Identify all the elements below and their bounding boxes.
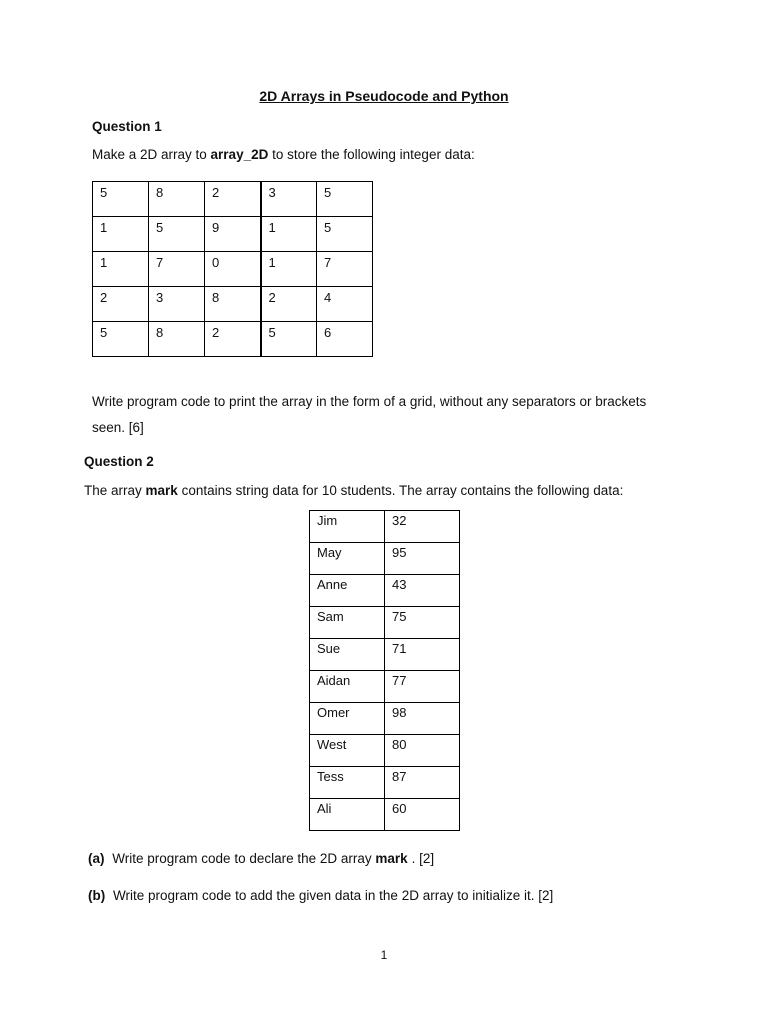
table-cell: 75 <box>385 607 460 639</box>
table-row <box>93 252 373 287</box>
table-row <box>310 703 460 735</box>
table-row <box>93 287 373 322</box>
table-cell: 7 <box>149 252 205 287</box>
table-row <box>93 217 373 252</box>
table-cell: Sam <box>310 607 385 639</box>
part-b-text: Write program code to add the given data in the 2D array to initialize it. [2] <box>113 888 554 903</box>
table-cell: 1 <box>261 252 317 287</box>
table-cell: Jim <box>310 511 385 543</box>
question-2-mark-table <box>309 510 460 831</box>
document-title: 2D Arrays in Pseudocode and Python <box>259 88 509 104</box>
table-cell: Tess <box>310 767 385 799</box>
table-cell: 1 <box>93 217 149 252</box>
question-2-heading: Question 2 <box>84 454 154 469</box>
table-cell: 71 <box>385 639 460 671</box>
table-cell: 5 <box>261 322 317 357</box>
table-cell: 98 <box>385 703 460 735</box>
table-cell: May <box>310 543 385 575</box>
table-cell: 5 <box>93 182 149 217</box>
table-cell: 2 <box>205 182 261 217</box>
question-1-intro: Make a 2D array to array_2D to store the following integer data: <box>92 147 475 162</box>
table-cell: 43 <box>385 575 460 607</box>
table-row <box>310 543 460 575</box>
question-2-part-b <box>88 888 553 903</box>
table-cell: 7 <box>317 252 373 287</box>
part-b-label: (b) <box>88 888 106 903</box>
table-cell: 5 <box>317 217 373 252</box>
table-cell: 2 <box>261 287 317 322</box>
table-row <box>310 735 460 767</box>
table-cell: 87 <box>385 767 460 799</box>
table-row <box>310 639 460 671</box>
table-row <box>310 575 460 607</box>
table-cell: 4 <box>317 287 373 322</box>
table-row <box>310 799 460 831</box>
part-a-label: (a) <box>88 851 105 866</box>
table-cell: Sue <box>310 639 385 671</box>
table-row <box>93 182 373 217</box>
question-2-part-a: (a) Write program code to declare the 2D array mark . [2] <box>88 851 435 866</box>
table-cell: Omer <box>310 703 385 735</box>
table-cell: 5 <box>149 217 205 252</box>
table-cell: 2 <box>205 322 261 357</box>
table-cell: 9 <box>205 217 261 252</box>
table-cell: Aidan <box>310 671 385 703</box>
table-cell: 77 <box>385 671 460 703</box>
table-cell: 1 <box>93 252 149 287</box>
table-cell: 1 <box>261 217 317 252</box>
table-cell: Ali <box>310 799 385 831</box>
table-row <box>310 607 460 639</box>
table-cell: Anne <box>310 575 385 607</box>
question-2-intro: The array mark contains string data for 10 students. The array contains the following data: <box>84 483 624 498</box>
table-cell: 8 <box>205 287 261 322</box>
table-row <box>310 767 460 799</box>
table-row <box>93 322 373 357</box>
table-cell: 8 <box>149 322 205 357</box>
table-cell: 95 <box>385 543 460 575</box>
question-1-data-table <box>92 181 373 357</box>
table-cell: 3 <box>261 182 317 217</box>
table-cell: 32 <box>385 511 460 543</box>
table-cell: West <box>310 735 385 767</box>
question-1-task: Write program code to print the array in the form of a grid, without any separators or brackets seen. [6] <box>92 394 647 435</box>
table-row <box>310 511 460 543</box>
table-cell: 0 <box>205 252 261 287</box>
page-number: 1 <box>380 948 388 962</box>
table-row <box>310 671 460 703</box>
table-cell: 80 <box>385 735 460 767</box>
table-cell: 5 <box>93 322 149 357</box>
table-cell: 6 <box>317 322 373 357</box>
question-1-heading: Question 1 <box>92 119 162 134</box>
table-cell: 3 <box>149 287 205 322</box>
table-cell: 2 <box>93 287 149 322</box>
table-cell: 60 <box>385 799 460 831</box>
table-cell: 5 <box>317 182 373 217</box>
table-cell: 8 <box>149 182 205 217</box>
